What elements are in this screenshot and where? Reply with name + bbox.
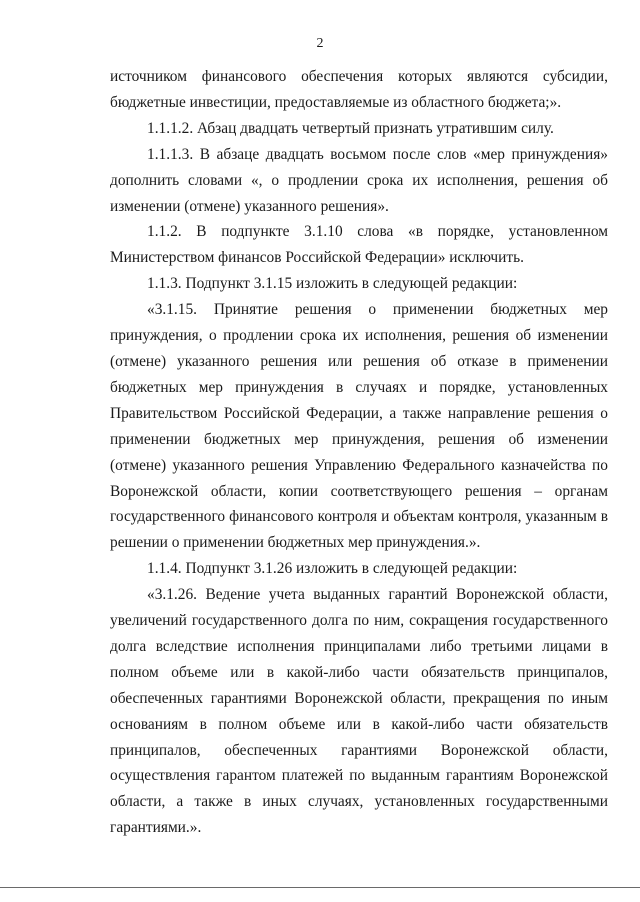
paragraph-1-1-1-2: 1.1.1.2. Абзац двадцать четвертый признать утратившим силу.	[147, 119, 554, 137]
paragraph-continuation: источником финансового обеспечения которых являются субсидии, бюджетные инвестиции, предоставляемые из областного бюджета;».	[110, 68, 608, 111]
page-number: 2	[316, 36, 324, 51]
paragraph-3-1-15: «3.1.15. Принятие решения о применении бюджетных мер принуждения, о продлении срока их исполнения, решения об изменении (отмене) указанного решения или решения об отказе в применении бюджетных мер принуждения в случаях и порядке, установленных Правительством Российской Федерации, а также направление решения о применении бюджетных мер принуждения, решения об изменении (отмене) указанного решения Управлению Федерального казначейства по Воронежской области, копии соответствующего решения – органам государственного финансового контроля и объектам контроля, указанным в решении о применении бюджетных мер принуждения.».	[110, 301, 608, 552]
paragraph-1-1-2: 1.1.2. В подпункте 3.1.10 слова «в порядке, установленном Министерством финансов Российской Федерации» исключить.	[110, 223, 608, 267]
page-bottom-edge	[0, 887, 640, 888]
document-body	[110, 64, 608, 841]
paragraph-1-1-4: 1.1.4. Подпункт 3.1.26 изложить в следующей редакции:	[147, 560, 518, 578]
paragraph-1-1-3: 1.1.3. Подпункт 3.1.15 изложить в следующей редакции:	[147, 275, 518, 293]
paragraph-1-1-1-3: 1.1.1.3. В абзаце двадцать восьмом после слов «мер принуждения» дополнить словами «, о продлении срока их исполнения, решения об изменении (отмене) указанного решения».	[110, 145, 608, 215]
paragraph-3-1-26: «3.1.26. Ведение учета выданных гарантий Воронежской области, увеличений государственного долга по ним, сокращения государственного долга вследствие исполнения принципалами либо третьими лицами в полном объеме или в какой-либо части обязательств принципалов, обеспеченных гарантиями Воронежской области, прекращения по иным основаниям в полном объеме или в какой-либо части обязательств принципалов, обеспеченных гарантиями Воронежской области, осуществления гарантом платежей по выданным гарантиям Воронежской области, а также в иных случаях, установленных государственными гарантиями.».	[110, 586, 608, 837]
